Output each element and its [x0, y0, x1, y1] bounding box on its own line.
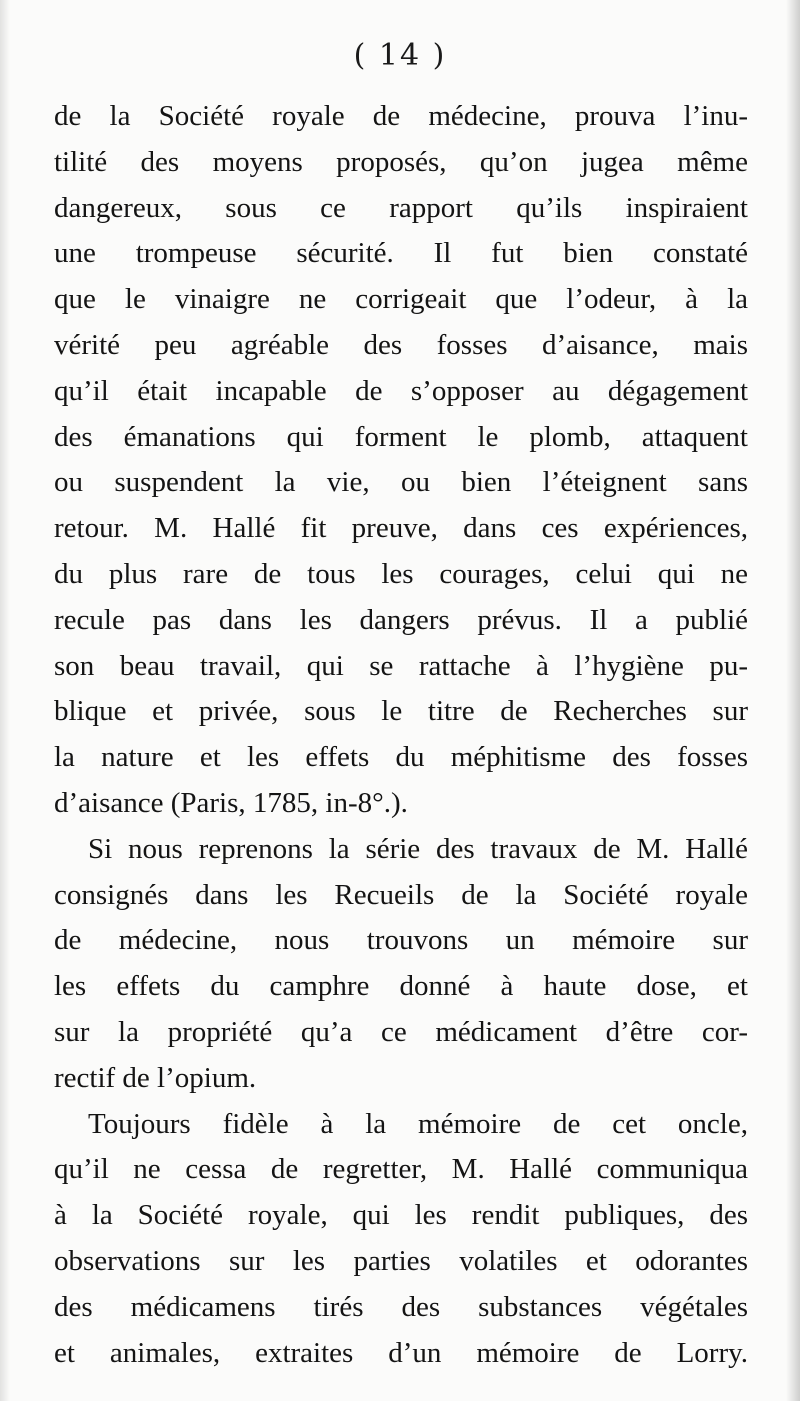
text-line: les effets du camphre donné à haute dose, et: [54, 970, 748, 1003]
text-line: du plus rare de tous les courages, celui qui ne: [54, 557, 748, 590]
text-line: d’aisance (Paris, 1785, in-8°.).: [54, 786, 408, 819]
page-left-edge-shadow: [0, 0, 10, 1401]
text-line: Toujours fidèle à la mémoire de cet oncle,: [88, 1107, 748, 1140]
text-line: que le vinaigre ne corrigeait que l’odeur, à la: [54, 283, 748, 316]
text-line: de la Société royale de médecine, prouva l’inu-: [54, 100, 748, 132]
page-right-edge-shadow: [786, 0, 800, 1401]
text-line: à la Société royale, qui les rendit publiques, des: [54, 1199, 748, 1232]
text-line: Si nous reprenons la série des travaux de M. Hallé: [88, 832, 748, 865]
text-line: recule pas dans les dangers prévus. Il a publié: [54, 603, 748, 636]
page-number: ( 14 ): [353, 38, 447, 73]
text-line: qu’il ne cessa de regretter, M. Hallé communiqua: [54, 1153, 748, 1186]
text-line: de médecine, nous trouvons un mémoire sur: [54, 924, 748, 957]
text-line: une trompeuse sécurité. Il fut bien constaté: [54, 237, 748, 270]
text-line: blique et privée, sous le titre de Recherches sur: [54, 695, 748, 728]
text-line: son beau travail, qui se rattache à l’hygiène pu-: [54, 649, 748, 682]
text-line: des médicamens tirés des substances végétales: [54, 1290, 748, 1323]
text-line: la nature et les effets du méphitisme des fosses: [54, 741, 748, 774]
text-line: ou suspendent la vie, ou bien l’éteignent sans: [54, 466, 748, 499]
text-line: tilité des moyens proposés, qu’on jugea même: [54, 145, 748, 178]
text-line: qu’il était incapable de s’opposer au dégagement: [54, 374, 748, 407]
text-line: vérité peu agréable des fosses d’aisance, mais: [54, 328, 748, 361]
text-line: dangereux, sous ce rapport qu’ils inspiraient: [54, 191, 748, 224]
text-line: rectif de l’opium.: [54, 1061, 257, 1094]
text-line: observations sur les parties volatiles et odorantes: [54, 1244, 748, 1277]
body-text: [54, 94, 748, 1376]
text-line: retour. M. Hallé fit preuve, dans ces expériences,: [54, 512, 748, 545]
text-line: consignés dans les Recueils de la Société royale: [54, 878, 748, 911]
text-line: des émanations qui forment le plomb, attaquent: [54, 420, 748, 453]
text-line: et animales, extraites d’un mémoire de Lorry.: [54, 1336, 748, 1369]
text-line: sur la propriété qu’a ce médicament d’être cor-: [54, 1015, 748, 1048]
